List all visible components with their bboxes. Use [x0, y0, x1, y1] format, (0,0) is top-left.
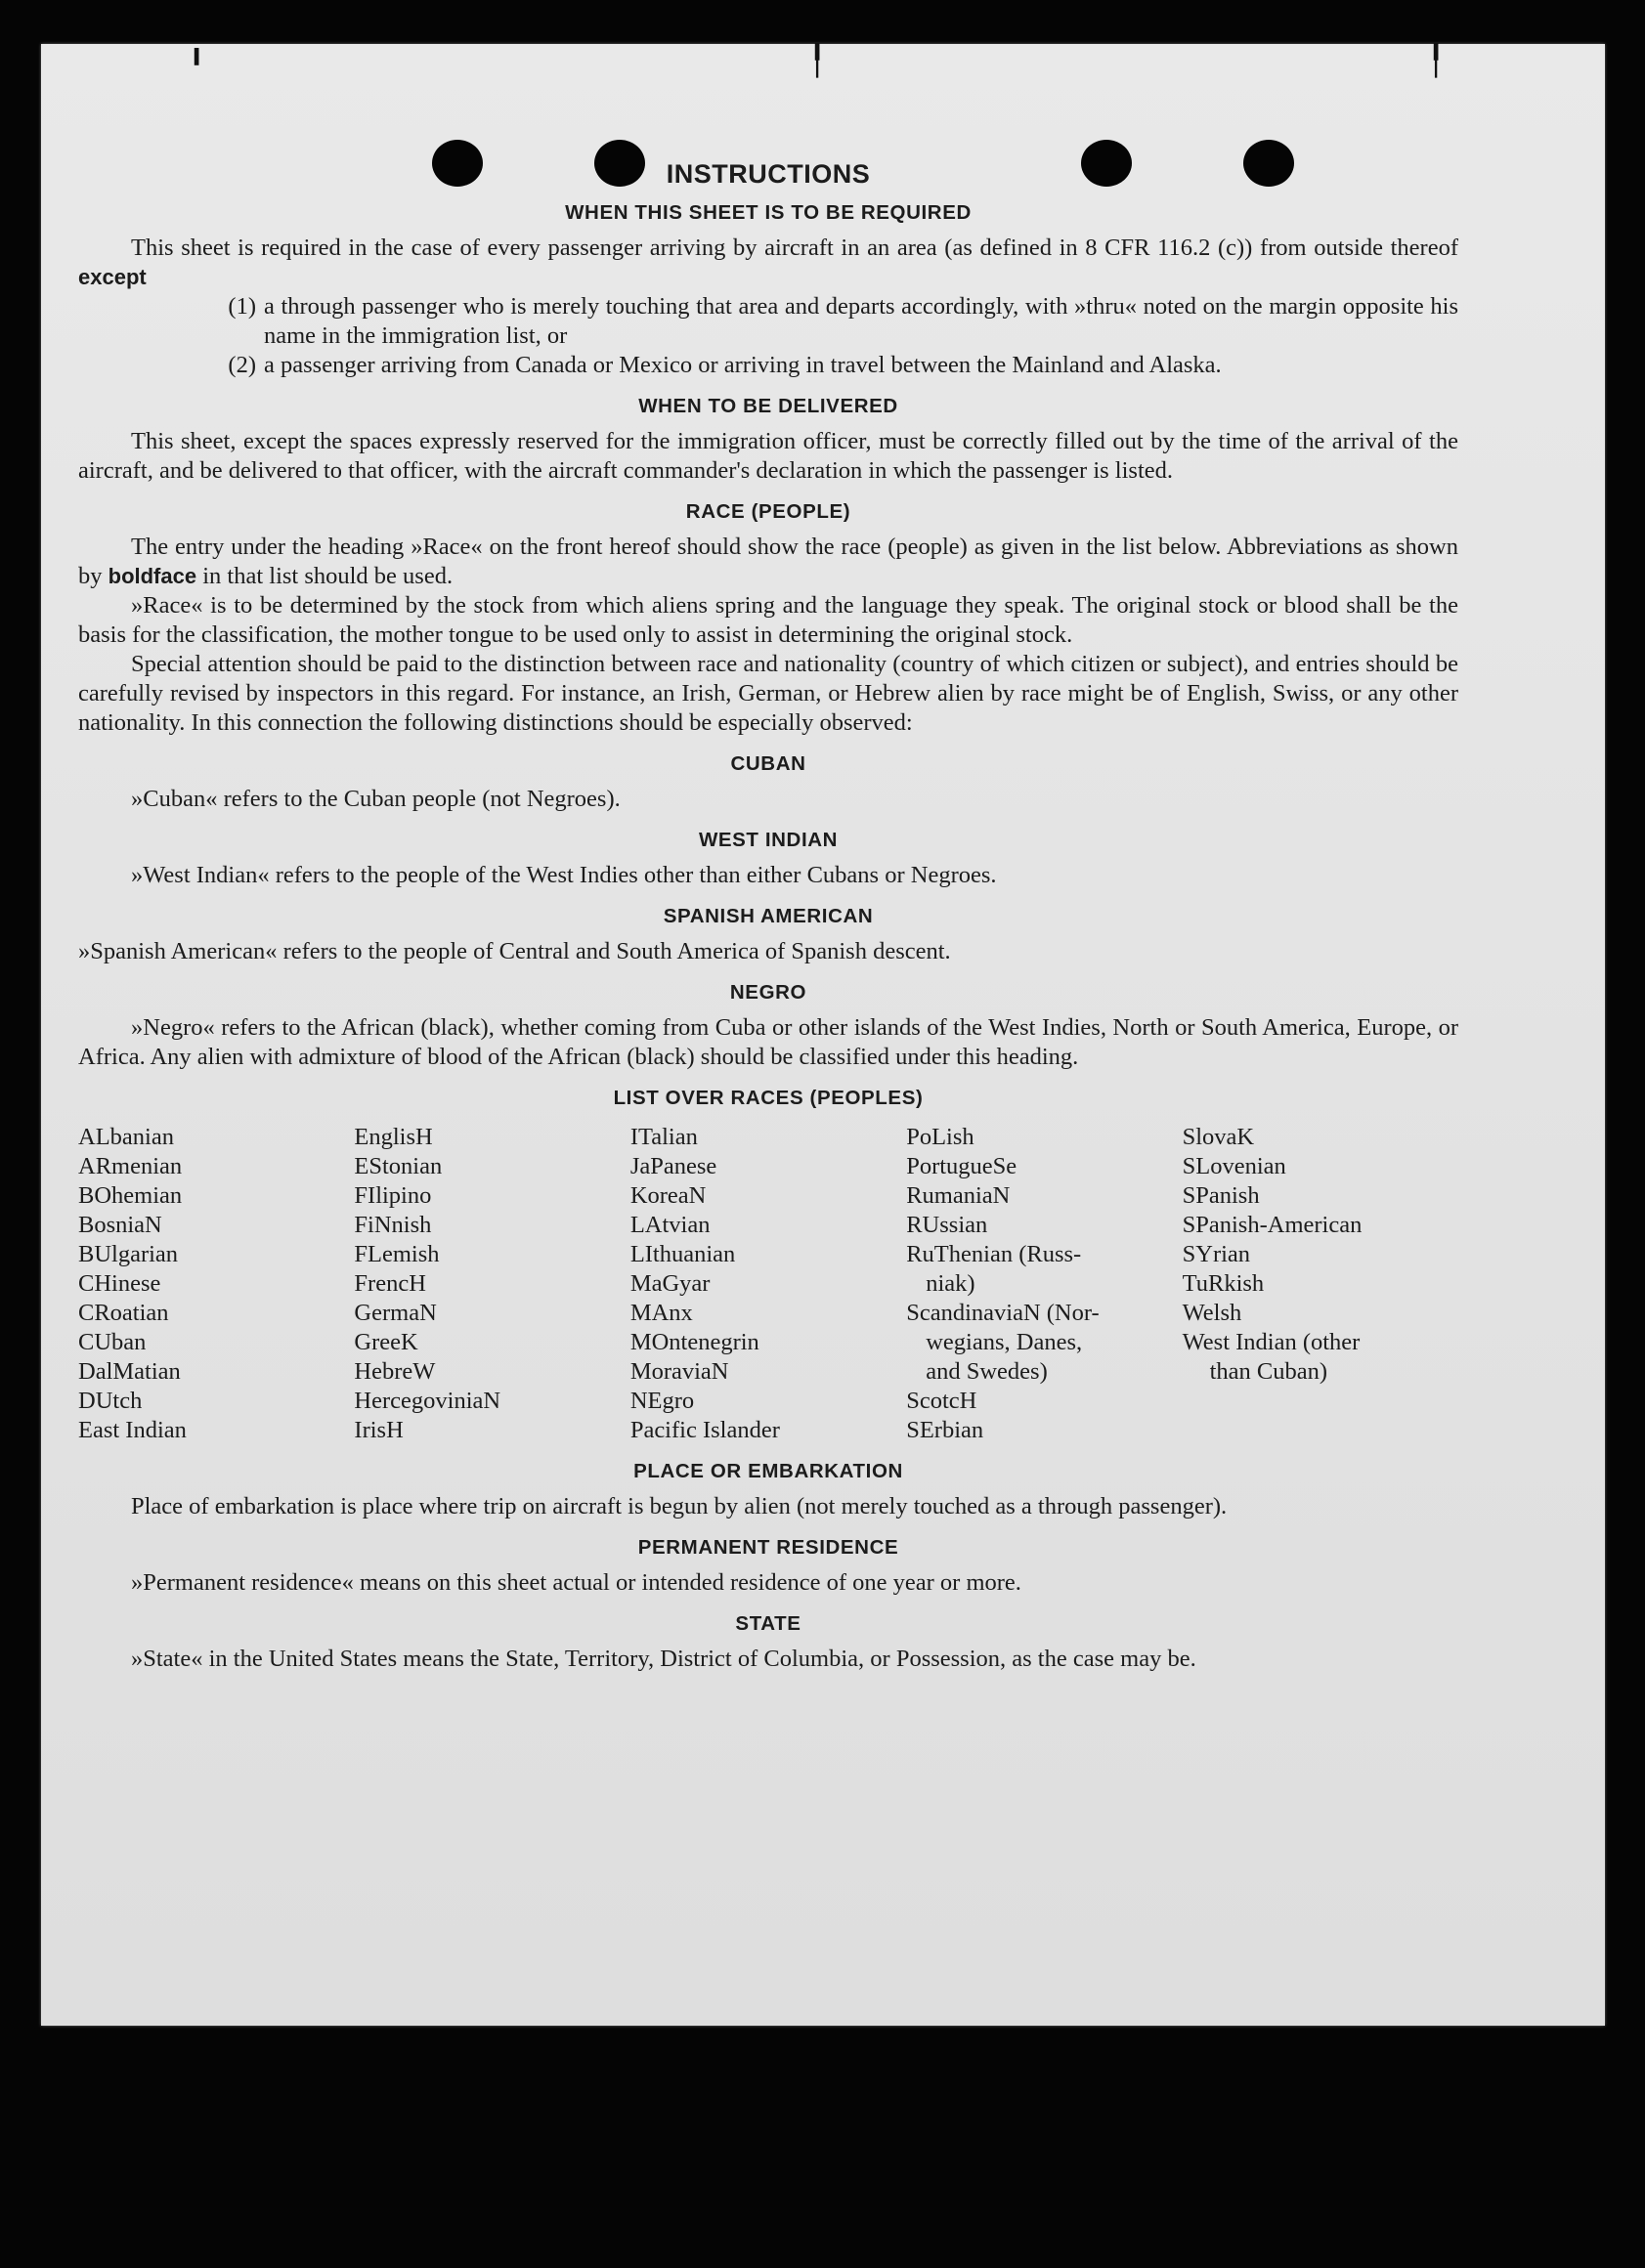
list-item: than Cuban): [1209, 1358, 1328, 1385]
list-item: BOhemian: [78, 1182, 183, 1209]
list-item: FrencH: [354, 1270, 426, 1297]
list-item: GermaN: [354, 1300, 437, 1326]
list-item: RUssian: [906, 1212, 988, 1238]
list-item: HercegoviniaN: [354, 1388, 501, 1414]
list-item: KoreaN: [629, 1182, 707, 1209]
race-paragraph-1: The entry under the heading »Race« on the front hereof should show the race (people) as given in the list below. Abbreviations as shown by boldface in that list should be used.: [78, 534, 1458, 589]
list-item: PoLish: [906, 1124, 974, 1150]
list-item: JaPanese: [629, 1153, 717, 1179]
list-item: Welsh: [1182, 1300, 1242, 1326]
list-item: RuThenian (Russ-: [906, 1241, 1082, 1267]
list-item: LAtvian: [629, 1212, 711, 1238]
list-item: TuRkish: [1182, 1270, 1265, 1297]
negro-text: »Negro« refers to the African (black), whether coming from Cuba or other islands of the West Indies, North or South America, Europe, or Africa. Any alien with admixture of blood of the African (black) should be classified under this heading.: [78, 1014, 1458, 1070]
list-item: niak): [926, 1270, 975, 1297]
race-list-column-2: [354, 1123, 629, 1445]
required-item-1: (1) a through passenger who is merely touching that area and departs accordingly, with »thru« noted on the margin opposite his name in the immigration list, or: [228, 293, 1458, 349]
list-item: CHinese: [78, 1270, 161, 1297]
list-item: DUtch: [78, 1388, 143, 1414]
spanish-american-text: »Spanish American« refers to the people of Central and South America of Spanish descent.: [78, 938, 951, 964]
required-keyword: except: [78, 265, 147, 289]
list-item: MOntenegrin: [629, 1329, 759, 1355]
list-item: SYrian: [1182, 1241, 1251, 1267]
list-item: BosniaN: [78, 1212, 162, 1238]
race-paragraph-3: Special attention should be paid to the distinction between race and nationality (country of which citizen or subject), and entries should be carefully revised by inspectors in this regard. For instance, an Irish, German, or Hebrew alien by race might be of English, Swiss, or any other nationality. In this connection the following distinctions should be especially observed:: [78, 651, 1458, 736]
section-heading-cuban: CUBAN: [730, 752, 806, 775]
list-item: HebreW: [354, 1358, 436, 1385]
section-heading-required: WHEN THIS SHEET IS TO BE REQUIRED: [565, 201, 972, 224]
section-heading-race: RACE (PEOPLE): [685, 500, 851, 523]
list-item: ALbanian: [78, 1124, 174, 1150]
list-item: ScotcH: [906, 1388, 977, 1414]
required-intro: This sheet is required in the case of every passenger arriving by aircraft in an area (as defined in 8 CFR 116.2 (c)) from outside thereof except: [78, 235, 1458, 289]
section-heading-negro: NEGRO: [729, 981, 807, 1004]
race-list: [78, 1123, 1458, 1445]
list-item: SErbian: [906, 1417, 984, 1443]
list-item: FiNnish: [354, 1212, 432, 1238]
section-heading-state: STATE: [735, 1612, 801, 1635]
staple-mark: ╹: [188, 50, 206, 82]
list-item: ARmenian: [78, 1153, 183, 1179]
list-item: wegians, Danes,: [926, 1329, 1083, 1355]
list-item: GreeK: [354, 1329, 418, 1355]
list-item: RumaniaN: [906, 1182, 1011, 1209]
list-item: MAnx: [629, 1300, 693, 1326]
section-heading-list: LIST OVER RACES (PEOPLES): [613, 1087, 924, 1109]
list-item: ScandinaviaN (Nor-: [906, 1300, 1100, 1326]
list-item: NEgro: [629, 1388, 695, 1414]
west-indian-text: »West Indian« refers to the people of the West Indies other than either Cubans or Negroes.: [131, 862, 997, 888]
list-item: SLovenian: [1182, 1153, 1286, 1179]
race-list-column-3: [630, 1123, 906, 1445]
document-page: [41, 44, 1605, 2026]
list-item: SPanish: [1182, 1182, 1260, 1209]
state-text: »State« in the United States means the State, Territory, District of Columbia, or Possession, as the case may be.: [131, 1646, 1196, 1672]
list-item: MoraviaN: [629, 1358, 729, 1385]
list-item: BUlgarian: [78, 1241, 179, 1267]
required-item-2: (2) a passenger arriving from Canada or Mexico or arriving in travel between the Mainland and Alaska.: [228, 352, 1222, 378]
residence-text: »Permanent residence« means on this sheet actual or intended residence of one year or more.: [131, 1569, 1021, 1596]
delivered-text: This sheet, except the spaces expressly reserved for the immigration officer, must be correctly filled out by the time of the arrival of the aircraft, and be delivered to that officer, with the aircraft commander's declaration in which the passenger is listed.: [78, 428, 1458, 484]
section-heading-residence: PERMANENT RESIDENCE: [637, 1536, 899, 1559]
race-list-column-4: [906, 1123, 1182, 1445]
list-item: CRoatian: [78, 1300, 169, 1326]
list-item: FIlipino: [354, 1182, 432, 1209]
section-heading-west-indian: WEST INDIAN: [698, 829, 839, 851]
list-item: EStonian: [354, 1153, 443, 1179]
embarkation-text: Place of embarkation is place where trip on aircraft is begun by alien (not merely touched as a through passenger).: [131, 1493, 1228, 1519]
race-paragraph-2: »Race« is to be determined by the stock from which aliens spring and the language they speak. The original stock or blood shall be the basis for the classification, the mother tongue to be used only to assist in determining the original stock.: [78, 592, 1458, 648]
list-item: DalMatian: [78, 1358, 181, 1385]
list-item: PortugueSe: [906, 1153, 1017, 1179]
section-heading-spanish-american: SPANISH AMERICAN: [663, 905, 874, 927]
list-item: West Indian (other: [1182, 1329, 1361, 1355]
staple-mark: ╿: [808, 45, 827, 77]
race-keyword: boldface: [108, 564, 197, 588]
list-item: and Swedes): [926, 1358, 1048, 1385]
list-item: LIthuanian: [629, 1241, 736, 1267]
cuban-text: »Cuban« refers to the Cuban people (not Negroes).: [131, 786, 621, 812]
list-item: EnglisH: [354, 1124, 433, 1150]
list-item: CUban: [78, 1329, 147, 1355]
page-title: INSTRUCTIONS: [666, 159, 871, 189]
list-item: SPanish-American: [1182, 1212, 1363, 1238]
list-item: MaGyar: [629, 1270, 711, 1297]
instructions-body: [78, 159, 1458, 1674]
list-item: SlovaK: [1182, 1124, 1255, 1150]
list-item: Pacific Islander: [629, 1417, 780, 1443]
race-list-column-1: [78, 1123, 354, 1445]
list-item: FLemish: [354, 1241, 440, 1267]
list-item: East Indian: [78, 1417, 187, 1443]
race-list-column-5: [1183, 1123, 1458, 1445]
list-item: ITalian: [629, 1124, 698, 1150]
section-heading-delivered: WHEN TO BE DELIVERED: [638, 395, 898, 417]
section-heading-embarkation: PLACE OR EMBARKATION: [633, 1460, 903, 1482]
staple-mark: ╿: [1427, 45, 1446, 77]
list-item: IrisH: [354, 1417, 404, 1443]
